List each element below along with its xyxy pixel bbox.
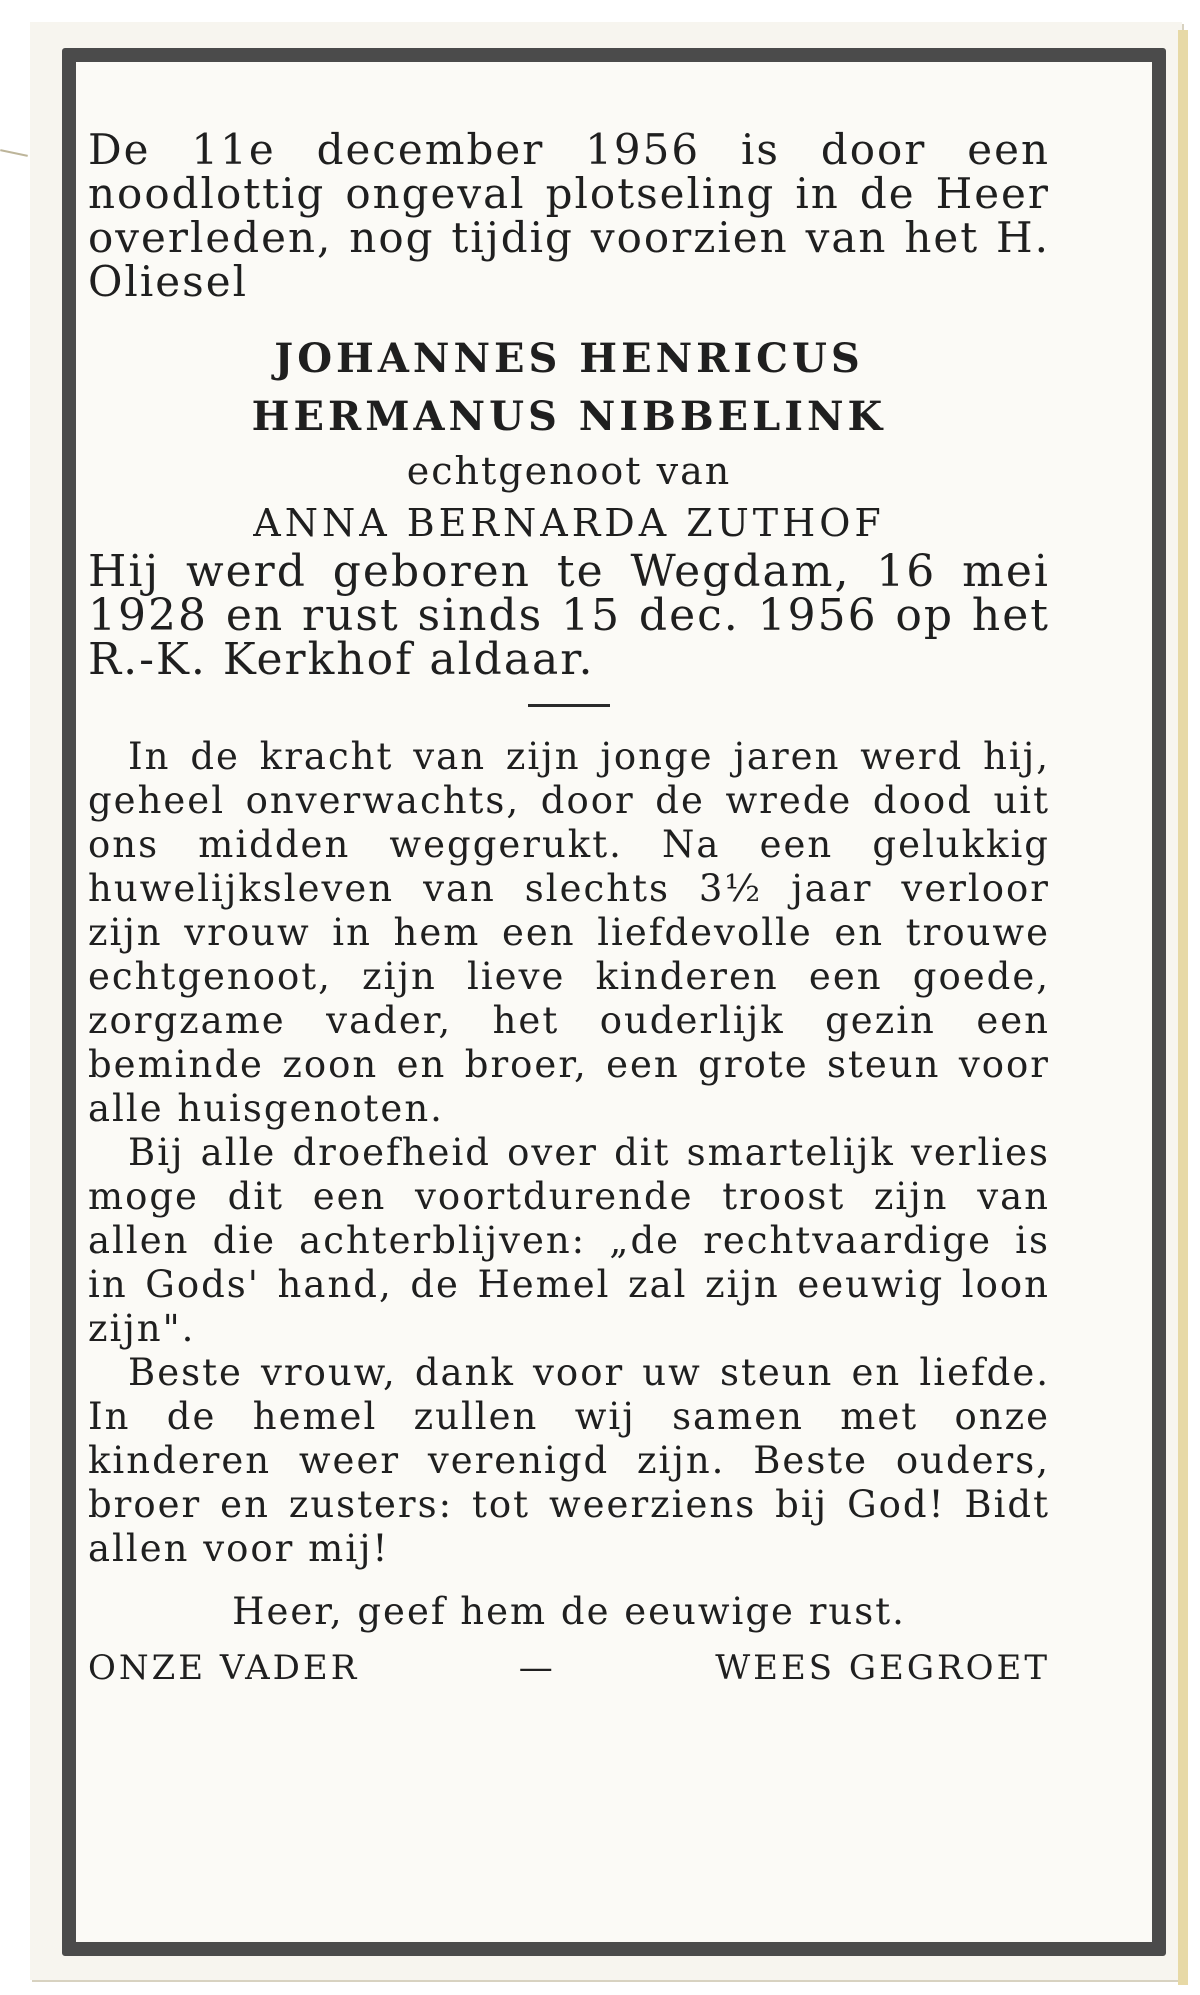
death-announcement: De 11e december 1956 is door een noodlottig ongeval plotseling in de Heer overleden, nog tijdig voorzien van het H. Oliesel xyxy=(88,125,1050,306)
prayer-wees-gegroet: WEES GEGROET xyxy=(715,1648,1050,1688)
card-content xyxy=(88,125,1050,1691)
deceased-name-line-1: JOHANNES HENRICUS xyxy=(274,335,864,382)
paper-mark xyxy=(0,149,28,157)
divider-rule xyxy=(528,704,610,707)
paper-edge xyxy=(1178,30,1188,1985)
closing-prayer: Heer, geef hem de eeuwige rust. xyxy=(232,1590,906,1633)
spouse-label: echtgenoot van xyxy=(406,449,732,493)
prayer-line xyxy=(88,1645,1050,1691)
memorial-paragraph-3: Beste vrouw, dank voor uw steun en liefde. In de hemel zullen wij samen met onze kinderen weer verenigd zijn. Beste ouders, broer en zusters: tot weerziens bij God! Bidt allen voor mij! xyxy=(88,1351,1050,1570)
spouse-name: ANNA BERNARDA ZUTHOF xyxy=(253,501,885,545)
deceased-name-line-2: HERMANUS NIBBELINK xyxy=(251,393,887,440)
memorial-paragraph-1: In de kracht van zijn jonge jaren werd hij, geheel onverwachts, door de wrede dood uit ons midden weggerukt. Na een gelukkig huwelijksleven van slechts 3½ jaar verloor zijn vrouw in hem een liefdevolle en trouwe echtgenoot, zijn lieve kinderen een goede, zorgzame vader, het ouderlijk gezin een beminde zoon en broer, een grote steun voor alle huisgenoten. xyxy=(88,735,1050,1130)
birth-burial-text: Hij werd geboren te Wegdam, 16 mei 1928 en rust sinds 15 dec. 1956 op het R.-K. Kerkhof aldaar. xyxy=(88,546,1050,685)
prayer-onze-vader: ONZE VADER xyxy=(88,1648,360,1688)
memorial-paragraph-2: Bij alle droefheid over dit smartelijk verlies moge dit een voortdurende troost zijn van allen die achterblijven: „de rechtvaardige is in Gods' hand, de Hemel zal zijn eeuwig loon zijn". xyxy=(88,1131,1050,1350)
prayer-separator: — xyxy=(518,1648,556,1688)
